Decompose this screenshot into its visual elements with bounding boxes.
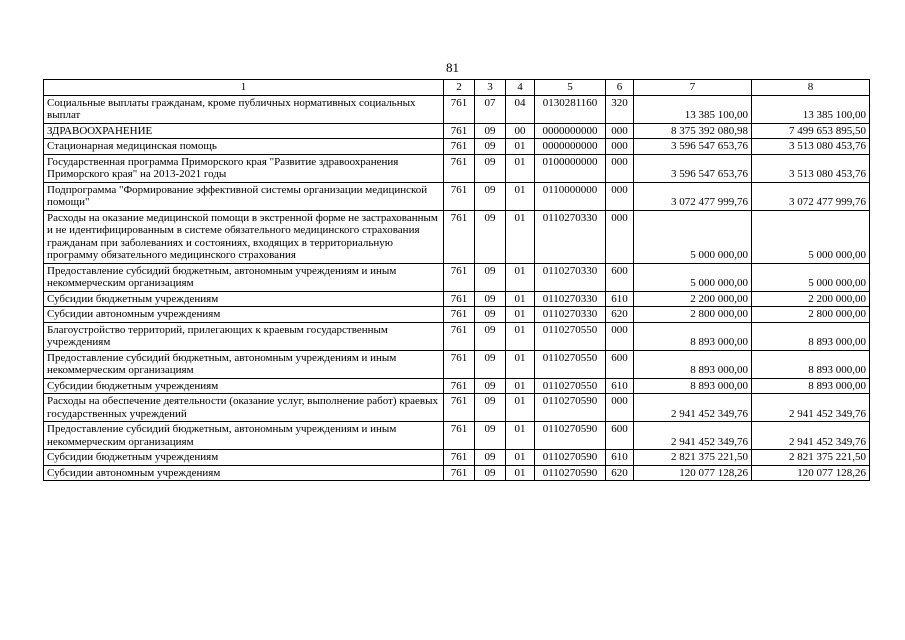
row-code-c2: 761 <box>444 465 475 481</box>
row-code-c2: 761 <box>444 422 475 450</box>
row-amount-c7: 8 893 000,00 <box>634 322 752 350</box>
row-name: Субсидии бюджетным учреждениям <box>44 450 444 466</box>
row-amount-c7: 2 941 452 349,76 <box>634 422 752 450</box>
row-amount-c7: 2 800 000,00 <box>634 307 752 323</box>
row-code-c2: 761 <box>444 394 475 422</box>
row-code-c3: 09 <box>475 263 506 291</box>
row-code-c6: 000 <box>606 139 634 155</box>
header-cell-1: 1 <box>44 80 444 96</box>
row-code-c3: 09 <box>475 465 506 481</box>
table-row <box>44 139 870 155</box>
row-code-c3: 09 <box>475 291 506 307</box>
row-code-c4: 01 <box>506 291 535 307</box>
row-amount-c7: 5 000 000,00 <box>634 263 752 291</box>
row-amount-c8: 3 072 477 999,76 <box>752 182 870 210</box>
row-code-c4: 01 <box>506 422 535 450</box>
row-amount-c7: 13 385 100,00 <box>634 95 752 123</box>
row-code-c5: 0110270550 <box>535 378 606 394</box>
table-body <box>44 95 870 481</box>
row-amount-c8: 8 893 000,00 <box>752 322 870 350</box>
row-code-c2: 761 <box>444 263 475 291</box>
table-row <box>44 182 870 210</box>
budget-table <box>43 79 870 481</box>
row-name: Субсидии автономным учреждениям <box>44 307 444 323</box>
row-code-c6: 610 <box>606 378 634 394</box>
row-code-c4: 00 <box>506 123 535 139</box>
row-name: Социальные выплаты гражданам, кроме публичных нормативных социальных выплат <box>44 95 444 123</box>
row-code-c5: 0110270590 <box>535 450 606 466</box>
table-row <box>44 394 870 422</box>
row-code-c6: 620 <box>606 307 634 323</box>
row-code-c4: 01 <box>506 465 535 481</box>
table-row <box>44 95 870 123</box>
row-amount-c8: 7 499 653 895,50 <box>752 123 870 139</box>
row-code-c5: 0110270550 <box>535 350 606 378</box>
row-code-c6: 600 <box>606 350 634 378</box>
table-row <box>44 263 870 291</box>
row-code-c6: 600 <box>606 422 634 450</box>
row-amount-c8: 2 941 452 349,76 <box>752 422 870 450</box>
row-name: Государственная программа Приморского края "Развитие здравоохранения Приморского края" на 2013-2021 годы <box>44 154 444 182</box>
row-code-c3: 09 <box>475 350 506 378</box>
row-amount-c7: 8 893 000,00 <box>634 378 752 394</box>
row-code-c3: 09 <box>475 322 506 350</box>
row-amount-c8: 3 513 080 453,76 <box>752 154 870 182</box>
table-row <box>44 210 870 263</box>
row-code-c5: 0110270330 <box>535 291 606 307</box>
row-code-c4: 01 <box>506 394 535 422</box>
row-code-c3: 09 <box>475 154 506 182</box>
row-amount-c8: 5 000 000,00 <box>752 263 870 291</box>
row-name: Субсидии бюджетным учреждениям <box>44 291 444 307</box>
row-code-c4: 01 <box>506 139 535 155</box>
row-name: Субсидии автономным учреждениям <box>44 465 444 481</box>
header-cell-8: 8 <box>752 80 870 96</box>
row-amount-c8: 2 800 000,00 <box>752 307 870 323</box>
row-code-c5: 0110270550 <box>535 322 606 350</box>
row-code-c3: 09 <box>475 450 506 466</box>
row-code-c6: 000 <box>606 123 634 139</box>
row-code-c4: 01 <box>506 154 535 182</box>
row-code-c3: 09 <box>475 378 506 394</box>
row-name: Подпрограмма "Формирование эффективной системы организации медицинской помощи" <box>44 182 444 210</box>
row-amount-c7: 8 893 000,00 <box>634 350 752 378</box>
table-row <box>44 291 870 307</box>
row-code-c3: 09 <box>475 307 506 323</box>
row-code-c6: 610 <box>606 291 634 307</box>
row-name: Расходы на обеспечение деятельности (оказание услуг, выполнение работ) краевых государственных учреждений <box>44 394 444 422</box>
row-code-c5: 0110270330 <box>535 210 606 263</box>
row-amount-c7: 3 596 547 653,76 <box>634 154 752 182</box>
row-amount-c8: 120 077 128,26 <box>752 465 870 481</box>
header-row <box>44 80 870 96</box>
row-code-c3: 09 <box>475 210 506 263</box>
row-code-c2: 761 <box>444 291 475 307</box>
row-code-c4: 01 <box>506 378 535 394</box>
row-code-c6: 000 <box>606 182 634 210</box>
row-code-c4: 01 <box>506 350 535 378</box>
row-code-c4: 01 <box>506 322 535 350</box>
header-cell-3: 3 <box>475 80 506 96</box>
row-amount-c7: 2 941 452 349,76 <box>634 394 752 422</box>
row-code-c4: 01 <box>506 182 535 210</box>
header-cell-4: 4 <box>506 80 535 96</box>
row-code-c3: 07 <box>475 95 506 123</box>
row-amount-c8: 2 200 000,00 <box>752 291 870 307</box>
row-amount-c8: 2 941 452 349,76 <box>752 394 870 422</box>
row-amount-c7: 3 596 547 653,76 <box>634 139 752 155</box>
row-name: Субсидии бюджетным учреждениям <box>44 378 444 394</box>
row-code-c4: 01 <box>506 307 535 323</box>
row-code-c2: 761 <box>444 210 475 263</box>
row-code-c6: 000 <box>606 394 634 422</box>
page-number: 81 <box>446 60 459 75</box>
row-name: Предоставление субсидий бюджетным, автономным учреждениям и иным некоммерческим организациям <box>44 263 444 291</box>
row-code-c6: 600 <box>606 263 634 291</box>
table-header <box>44 80 870 96</box>
row-code-c3: 09 <box>475 123 506 139</box>
table-row <box>44 154 870 182</box>
row-code-c2: 761 <box>444 95 475 123</box>
row-name: Стационарная медицинская помощь <box>44 139 444 155</box>
table-row <box>44 350 870 378</box>
row-amount-c8: 8 893 000,00 <box>752 378 870 394</box>
table-row <box>44 322 870 350</box>
table-row <box>44 422 870 450</box>
row-code-c3: 09 <box>475 139 506 155</box>
row-amount-c7: 8 375 392 080,98 <box>634 123 752 139</box>
row-code-c5: 0000000000 <box>535 139 606 155</box>
row-code-c2: 761 <box>444 139 475 155</box>
row-code-c6: 620 <box>606 465 634 481</box>
row-code-c2: 761 <box>444 307 475 323</box>
row-code-c4: 01 <box>506 210 535 263</box>
row-code-c3: 09 <box>475 422 506 450</box>
table-row <box>44 123 870 139</box>
row-amount-c7: 2 200 000,00 <box>634 291 752 307</box>
row-code-c2: 761 <box>444 154 475 182</box>
row-name: Предоставление субсидий бюджетным, автономным учреждениям и иным некоммерческим организациям <box>44 422 444 450</box>
row-name: Благоустройство территорий, прилегающих к краевым государственным учреждениям <box>44 322 444 350</box>
row-amount-c8: 5 000 000,00 <box>752 210 870 263</box>
table-row <box>44 465 870 481</box>
header-cell-5: 5 <box>535 80 606 96</box>
row-name: Предоставление субсидий бюджетным, автономным учреждениям и иным некоммерческим организациям <box>44 350 444 378</box>
row-code-c6: 000 <box>606 322 634 350</box>
row-amount-c8: 3 513 080 453,76 <box>752 139 870 155</box>
row-code-c5: 0110000000 <box>535 182 606 210</box>
row-code-c4: 01 <box>506 263 535 291</box>
row-amount-c7: 3 072 477 999,76 <box>634 182 752 210</box>
row-code-c4: 04 <box>506 95 535 123</box>
row-code-c5: 0110270590 <box>535 422 606 450</box>
row-code-c5: 0110270590 <box>535 394 606 422</box>
row-code-c3: 09 <box>475 182 506 210</box>
row-code-c5: 0110270330 <box>535 263 606 291</box>
row-code-c2: 761 <box>444 450 475 466</box>
row-code-c5: 0100000000 <box>535 154 606 182</box>
row-code-c5: 0110270330 <box>535 307 606 323</box>
header-cell-7: 7 <box>634 80 752 96</box>
row-code-c2: 761 <box>444 322 475 350</box>
row-amount-c7: 2 821 375 221,50 <box>634 450 752 466</box>
row-code-c2: 761 <box>444 123 475 139</box>
row-code-c6: 000 <box>606 154 634 182</box>
row-code-c3: 09 <box>475 394 506 422</box>
row-code-c6: 320 <box>606 95 634 123</box>
row-amount-c8: 8 893 000,00 <box>752 350 870 378</box>
row-code-c2: 761 <box>444 350 475 378</box>
row-code-c6: 610 <box>606 450 634 466</box>
row-code-c4: 01 <box>506 450 535 466</box>
row-name: ЗДРАВООХРАНЕНИЕ <box>44 123 444 139</box>
header-cell-6: 6 <box>606 80 634 96</box>
table-row <box>44 450 870 466</box>
row-name: Расходы на оказание медицинской помощи в экстренной форме не застрахованным и не идентифицированным в системе обязательного медицинского страхования гражданам при заболеваниях и состояниях, входящих в территориальную программу обязательного медицинского страхования <box>44 210 444 263</box>
table-row <box>44 378 870 394</box>
row-code-c6: 000 <box>606 210 634 263</box>
row-code-c2: 761 <box>444 378 475 394</box>
header-cell-2: 2 <box>444 80 475 96</box>
table-row <box>44 307 870 323</box>
row-code-c5: 0110270590 <box>535 465 606 481</box>
row-code-c5: 0000000000 <box>535 123 606 139</box>
row-code-c5: 0130281160 <box>535 95 606 123</box>
row-amount-c7: 5 000 000,00 <box>634 210 752 263</box>
row-amount-c8: 13 385 100,00 <box>752 95 870 123</box>
row-code-c2: 761 <box>444 182 475 210</box>
row-amount-c7: 120 077 128,26 <box>634 465 752 481</box>
row-amount-c8: 2 821 375 221,50 <box>752 450 870 466</box>
